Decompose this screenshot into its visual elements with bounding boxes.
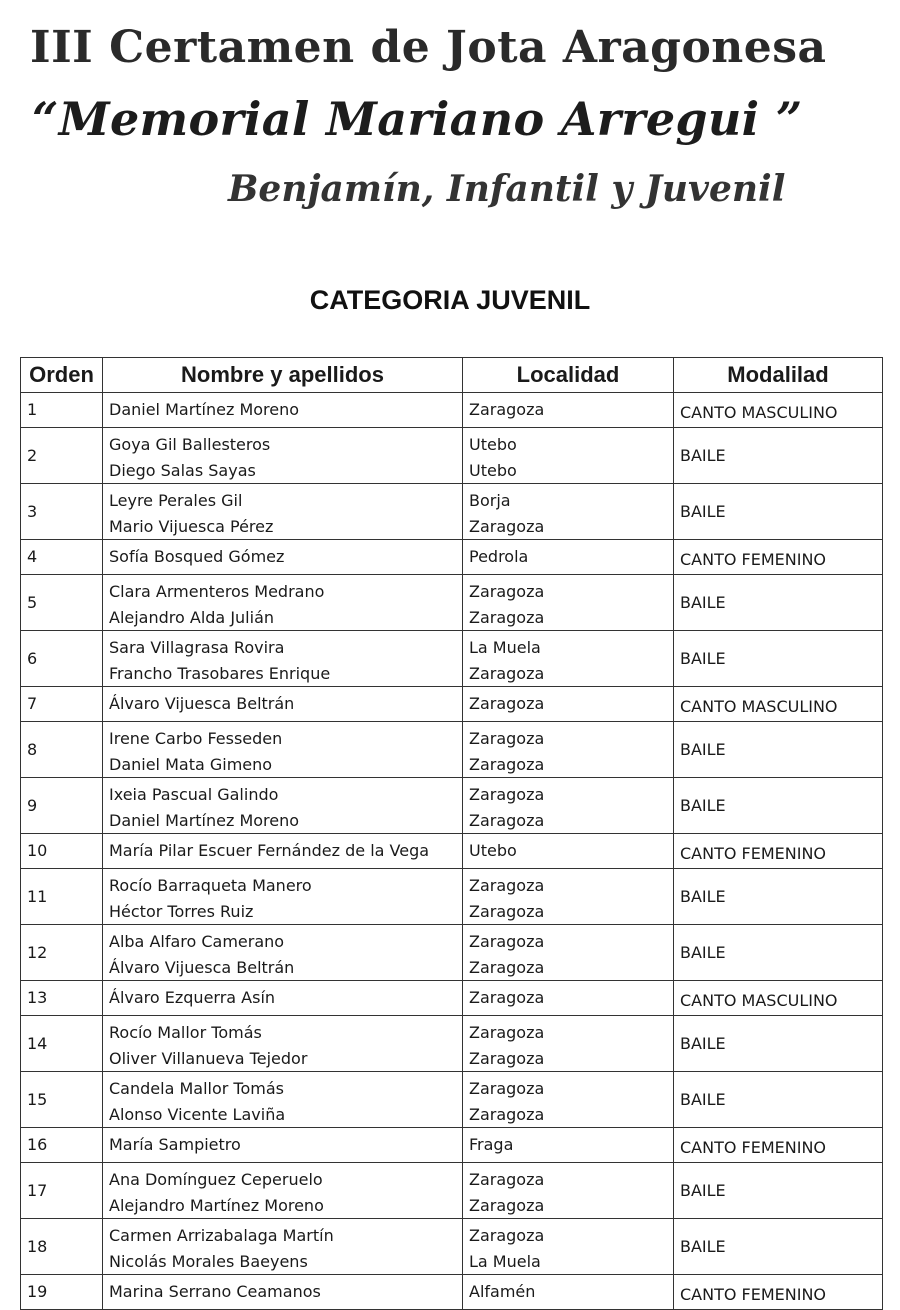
orden-cell: 15: [21, 1072, 103, 1128]
participant-localidad: Zaragoza: [469, 607, 545, 627]
participant-localidad: Zaragoza: [469, 1048, 545, 1068]
participant-localidad: Utebo: [469, 435, 517, 454]
participant-localidad: Fraga: [469, 1135, 514, 1154]
participant-name: Alba Alfaro Camerano: [109, 932, 285, 951]
participant-localidad: Zaragoza: [469, 810, 545, 830]
participant-name: Daniel Martínez Moreno: [109, 810, 300, 830]
participant-name: Daniel Mata Gimeno: [109, 754, 273, 774]
participant-localidad: Pedrola: [469, 547, 529, 566]
nombre-cell: [103, 1016, 463, 1072]
modalidad-cell: BAILE: [674, 1016, 883, 1072]
table-row: [21, 778, 883, 834]
header-modalidad: Modalilad: [674, 358, 883, 393]
participant-localidad: Zaragoza: [469, 1195, 545, 1215]
nombre-cell: [103, 925, 463, 981]
participant-localidad: Zaragoza: [469, 932, 545, 951]
nombre-cell: [103, 484, 463, 540]
table-row: [21, 687, 883, 722]
participant-localidad: La Muela: [469, 638, 541, 657]
modalidad-cell: CANTO MASCULINO: [674, 981, 883, 1016]
table-row: [21, 1163, 883, 1219]
orden-cell: 4: [21, 540, 103, 575]
localidad-cell: [463, 981, 674, 1016]
table-body: [21, 393, 883, 1310]
modalidad-cell: CANTO FEMENINO: [674, 540, 883, 575]
participant-localidad: Zaragoza: [469, 1226, 545, 1245]
participant-localidad: Alfamén: [469, 1282, 536, 1301]
participant-name: Sofía Bosqued Gómez: [109, 547, 285, 566]
participant-name: Rocío Barraqueta Manero: [109, 876, 312, 895]
participant-name: Héctor Torres Ruiz: [109, 901, 254, 921]
modalidad-cell: CANTO FEMENINO: [674, 834, 883, 869]
header-nombre: Nombre y apellidos: [103, 358, 463, 393]
nombre-cell: [103, 869, 463, 925]
participant-localidad: Zaragoza: [469, 876, 545, 895]
orden-cell: 18: [21, 1219, 103, 1275]
modalidad-cell: CANTO MASCULINO: [674, 687, 883, 722]
table-row: [21, 722, 883, 778]
header-orden: Orden: [21, 358, 103, 393]
localidad-cell: [463, 722, 674, 778]
participant-localidad: Zaragoza: [469, 663, 545, 683]
nombre-cell: [103, 687, 463, 722]
participant-name: Irene Carbo Fesseden: [109, 729, 283, 748]
table-row: [21, 869, 883, 925]
orden-cell: 12: [21, 925, 103, 981]
participant-name: Goya Gil Ballesteros: [109, 435, 271, 454]
participant-localidad: Zaragoza: [469, 516, 545, 536]
localidad-cell: [463, 428, 674, 484]
participant-localidad: Zaragoza: [469, 1170, 545, 1189]
nombre-cell: [103, 1275, 463, 1310]
nombre-cell: [103, 428, 463, 484]
participant-name: Alonso Vicente Laviña: [109, 1104, 286, 1124]
modalidad-cell: CANTO FEMENINO: [674, 1128, 883, 1163]
localidad-cell: [463, 393, 674, 428]
nombre-cell: [103, 575, 463, 631]
orden-cell: 16: [21, 1128, 103, 1163]
participant-name: Mario Vijuesca Pérez: [109, 516, 274, 536]
table-row: [21, 1128, 883, 1163]
orden-cell: 13: [21, 981, 103, 1016]
category-heading: CATEGORIA JUVENIL: [309, 285, 591, 315]
participant-name: Diego Salas Sayas: [109, 460, 256, 480]
localidad-cell: [463, 1219, 674, 1275]
participant-name: Clara Armenteros Medrano: [109, 582, 325, 601]
orden-cell: 17: [21, 1163, 103, 1219]
nombre-cell: [103, 1163, 463, 1219]
nombre-cell: [103, 631, 463, 687]
orden-cell: 14: [21, 1016, 103, 1072]
localidad-cell: [463, 1163, 674, 1219]
participant-name: Álvaro Ezquerra Asín: [109, 988, 276, 1007]
participant-name: Candela Mallor Tomás: [109, 1079, 284, 1098]
modalidad-cell: BAILE: [674, 778, 883, 834]
participant-localidad: Zaragoza: [469, 1104, 545, 1124]
modalidad-cell: BAILE: [674, 428, 883, 484]
participant-name: Nicolás Morales Baeyens: [109, 1251, 308, 1271]
participant-name: María Sampietro: [109, 1135, 241, 1154]
participant-name: Alejandro Martínez Moreno: [109, 1195, 324, 1215]
nombre-cell: [103, 981, 463, 1016]
memorial-title: “Memorial Mariano Arregui ”: [32, 92, 803, 146]
table-row: [21, 925, 883, 981]
localidad-cell: [463, 834, 674, 869]
document-header: [0, 0, 900, 230]
table-row: [21, 575, 883, 631]
localidad-cell: [463, 1128, 674, 1163]
nombre-cell: [103, 540, 463, 575]
participant-name: Álvaro Vijuesca Beltrán: [109, 694, 295, 713]
localidad-cell: [463, 778, 674, 834]
participant-localidad: Zaragoza: [469, 957, 545, 977]
modalidad-cell: BAILE: [674, 722, 883, 778]
participant-name: Francho Trasobares Enrique: [109, 663, 331, 683]
table-row: [21, 1219, 883, 1275]
participant-localidad: Zaragoza: [469, 754, 545, 774]
orden-cell: 5: [21, 575, 103, 631]
localidad-cell: [463, 1016, 674, 1072]
event-title: III Certamen de Jota Aragonesa: [30, 22, 827, 73]
participant-name: Marina Serrano Ceamanos: [109, 1282, 321, 1301]
table-row: [21, 981, 883, 1016]
localidad-cell: [463, 687, 674, 722]
participant-localidad: Utebo: [469, 841, 517, 860]
modalidad-cell: BAILE: [674, 575, 883, 631]
participant-name: Oliver Villanueva Tejedor: [109, 1048, 308, 1068]
orden-cell: 8: [21, 722, 103, 778]
participant-name: Leyre Perales Gil: [109, 491, 243, 510]
modalidad-cell: BAILE: [674, 925, 883, 981]
orden-cell: 10: [21, 834, 103, 869]
localidad-cell: [463, 540, 674, 575]
participant-name: Ixeia Pascual Galindo: [109, 785, 279, 804]
table-row: [21, 428, 883, 484]
participant-name: Daniel Martínez Moreno: [109, 400, 300, 419]
table-row: [21, 834, 883, 869]
participant-name: María Pilar Escuer Fernández de la Vega: [109, 841, 430, 860]
modalidad-cell: BAILE: [674, 1163, 883, 1219]
orden-cell: 3: [21, 484, 103, 540]
participant-localidad: Utebo: [469, 460, 517, 480]
localidad-cell: [463, 1275, 674, 1310]
orden-cell: 6: [21, 631, 103, 687]
participant-localidad: Zaragoza: [469, 901, 545, 921]
participants-table: [20, 357, 883, 1310]
table-row: [21, 393, 883, 428]
localidad-cell: [463, 631, 674, 687]
localidad-cell: [463, 925, 674, 981]
nombre-cell: [103, 1219, 463, 1275]
header-localidad: Localidad: [463, 358, 674, 393]
participant-localidad: Zaragoza: [469, 1023, 545, 1042]
participant-localidad: Zaragoza: [469, 785, 545, 804]
participant-name: Sara Villagrasa Rovira: [109, 638, 285, 657]
localidad-cell: [463, 1072, 674, 1128]
localidad-cell: [463, 575, 674, 631]
nombre-cell: [103, 722, 463, 778]
nombre-cell: [103, 393, 463, 428]
participant-localidad: Zaragoza: [469, 400, 545, 419]
nombre-cell: [103, 834, 463, 869]
participant-name: Álvaro Vijuesca Beltrán: [109, 957, 295, 977]
orden-cell: 11: [21, 869, 103, 925]
modalidad-cell: BAILE: [674, 1219, 883, 1275]
localidad-cell: [463, 484, 674, 540]
modalidad-cell: CANTO MASCULINO: [674, 393, 883, 428]
participant-name: Ana Domínguez Ceperuelo: [109, 1170, 323, 1189]
table-row: [21, 1275, 883, 1310]
modalidad-cell: BAILE: [674, 484, 883, 540]
participant-localidad: La Muela: [469, 1251, 541, 1271]
table-row: [21, 631, 883, 687]
participant-localidad: Borja: [469, 491, 511, 510]
nombre-cell: [103, 1128, 463, 1163]
categories-subtitle: Benjamín, Infantil y Juvenil: [228, 168, 786, 210]
nombre-cell: [103, 778, 463, 834]
modalidad-cell: CANTO FEMENINO: [674, 1275, 883, 1310]
table-row: [21, 484, 883, 540]
modalidad-cell: BAILE: [674, 869, 883, 925]
participant-name: Alejandro Alda Julián: [109, 607, 275, 627]
participant-name: Carmen Arrizabalaga Martín: [109, 1226, 334, 1245]
localidad-cell: [463, 869, 674, 925]
orden-cell: 9: [21, 778, 103, 834]
modalidad-cell: BAILE: [674, 631, 883, 687]
table-header-row: [21, 358, 883, 393]
orden-cell: 19: [21, 1275, 103, 1310]
table-row: [21, 1016, 883, 1072]
orden-cell: 2: [21, 428, 103, 484]
orden-cell: 1: [21, 393, 103, 428]
table-row: [21, 540, 883, 575]
participant-localidad: Zaragoza: [469, 1079, 545, 1098]
orden-cell: 7: [21, 687, 103, 722]
participant-localidad: Zaragoza: [469, 988, 545, 1007]
table-row: [21, 1072, 883, 1128]
participant-localidad: Zaragoza: [469, 694, 545, 713]
modalidad-cell: BAILE: [674, 1072, 883, 1128]
participant-localidad: Zaragoza: [469, 729, 545, 748]
participant-name: Rocío Mallor Tomás: [109, 1023, 262, 1042]
nombre-cell: [103, 1072, 463, 1128]
participant-localidad: Zaragoza: [469, 582, 545, 601]
